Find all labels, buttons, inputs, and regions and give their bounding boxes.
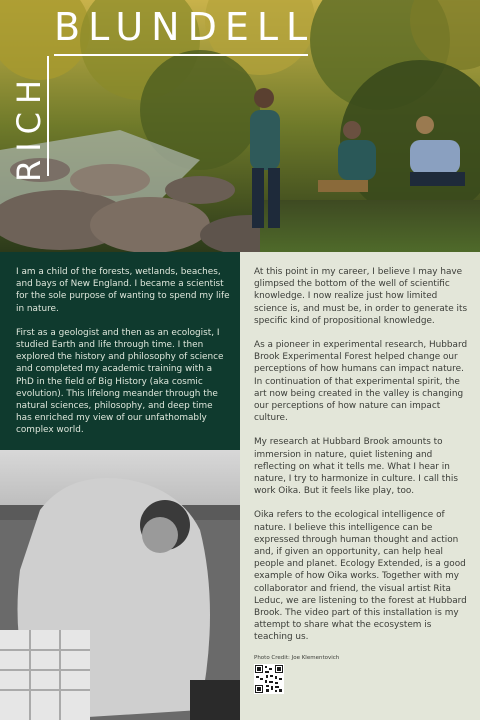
- photo-credit: Photo Credit: Joe Klementovich: [254, 654, 340, 661]
- bio-paragraph-2: First as a geologist and then as an ecologist, I studied Earth and life through time. I then explored the history and philosophy of science and completed my academic training with a PhD in the field of Big History (aka cosmic evolution). This lifelong meander through the natural sciences, philosophy, and deep time has enriched my view of our unfathomably complex world.: [16, 327, 224, 436]
- statement-text: [254, 266, 468, 664]
- statement-paragraph-3: My research at Hubbard Brook amounts to immersion in nature, quiet listening and reflecting on what it tells me. What I hear in nature, I try to harmonize in culture. I call this work Oika. But it feels like play, too.: [254, 437, 459, 497]
- bio-text: [16, 266, 230, 449]
- title-first-name: RICH: [10, 71, 48, 182]
- title-last-name: BLUNDELL: [54, 5, 316, 49]
- title-divider-horizontal: [54, 54, 308, 56]
- statement-paragraph-1: At this point in my career, I believe I may have glimpsed the bottom of the well of scientific knowledge. I now realize just how limited science is, and must be, in order to generate its specific kind of propositional knowledge.: [254, 267, 468, 326]
- bio-paragraph-1: I am a child of the forests, wetlands, beaches, and bays of New England. I became a scientist for the sole purpose of wanting to spend my life in nature.: [16, 267, 230, 314]
- title-first-name-wrap: [8, 54, 48, 184]
- title-first-name-svg: [8, 54, 48, 184]
- statement-paragraph-2: As a pioneer in experimental research, Hubbard Brook Experimental Forest helped change our perceptions of how humans can impact nature. In continuation of that experimental spirit, the art now being created in the valley is changing our perceptions of how nature can impact culture.: [254, 340, 468, 424]
- hero-photo: [0, 0, 480, 252]
- statement-paragraph-4: Oika refers to the ecological intelligence of nature. I believe this intelligence can be expressed through human thought and action and, if given an opportunity, can help heal people and planet. Ecology Extended, is a good example of how Oika works. Together with my collaborator and friend, the visual artist Rita Leduc, we are listening to the forest at Hubbard Brook. The video part of this installation is my attempt to share what the ecosystem is teaching us.: [254, 510, 467, 643]
- portrait-photo: [0, 450, 240, 720]
- bw-field-photo: [0, 450, 240, 720]
- qr-code-icon[interactable]: [254, 664, 284, 694]
